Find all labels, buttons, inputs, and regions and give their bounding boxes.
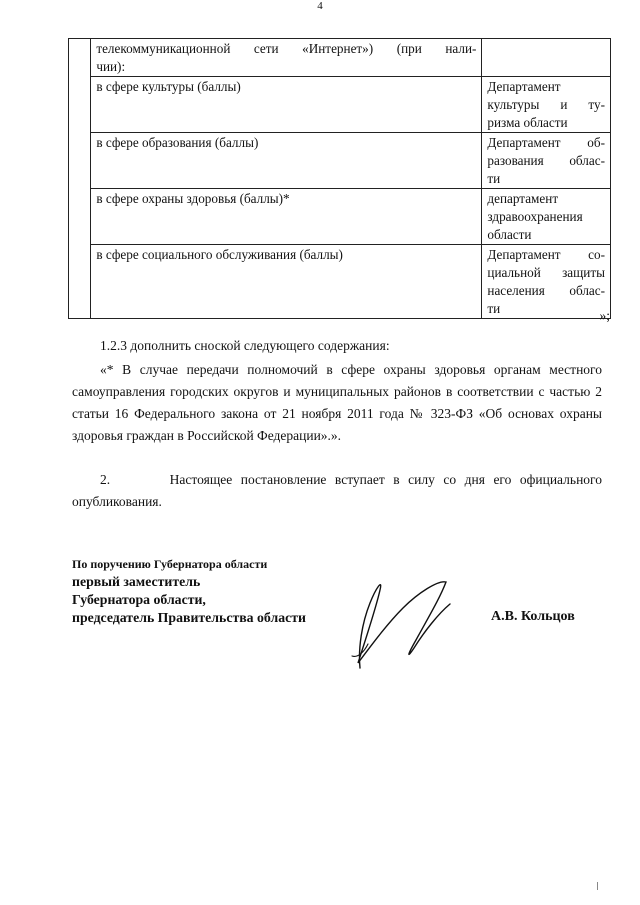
criterion-cell: в сфере охраны здоровья (баллы)*: [91, 189, 482, 245]
table-row: [69, 245, 611, 319]
department-cell: [482, 245, 611, 319]
department-line: разования облас-: [487, 153, 605, 168]
paragraph-number: 2.: [100, 472, 111, 487]
department-line: населения облас-: [487, 283, 605, 298]
criterion-cell: [91, 39, 482, 77]
department-line: департамент: [487, 191, 559, 206]
department-line: ти: [487, 171, 501, 186]
department-cell: [482, 133, 611, 189]
criterion-cell: в сфере образования (баллы): [91, 133, 482, 189]
signatory-title-line2: Губернатора области,: [72, 592, 206, 607]
paragraph-footnote-intro: 1.2.3 дополнить сноской следующего содержания:: [100, 338, 390, 353]
department-line: здравоохранения: [487, 209, 583, 224]
department-line: Департамент: [487, 79, 561, 94]
signatory-title-line1: первый заместитель: [72, 574, 201, 589]
table-row: [69, 77, 611, 133]
criterion-line: чии):: [96, 59, 126, 74]
edge-mark: [597, 882, 598, 890]
department-cell: [482, 39, 611, 77]
department-line: Департамент об-: [487, 135, 605, 150]
department-line: циальной защиты: [487, 265, 605, 280]
number-column-cell: [69, 39, 91, 319]
department-cell: [482, 189, 611, 245]
table-row: [69, 189, 611, 245]
paragraph-effective-date: [72, 469, 602, 513]
criterion-line: телекоммуникационной сети «Интернет») (при нали-: [96, 41, 477, 56]
criterion-cell: в сфере культуры (баллы): [91, 77, 482, 133]
department-line: ти: [487, 301, 501, 316]
closing-quote-mark: »;: [599, 308, 610, 323]
criterion-cell: в сфере социального обслуживания (баллы): [91, 245, 482, 319]
paragraph-text: Настоящее постановление вступает в силу со дня его официального опубликования.: [72, 472, 602, 509]
department-line: области: [487, 227, 532, 242]
on-behalf-label: По поручению Губернатора области: [72, 557, 268, 571]
department-cell: [482, 77, 611, 133]
table-row: [69, 39, 611, 77]
departments-table: [68, 38, 611, 319]
department-line: культуры и ту-: [487, 97, 605, 112]
department-line: ризма области: [487, 115, 568, 130]
signatory-name: А.В. Кольцов: [491, 609, 575, 624]
page-number: 4: [317, 0, 323, 12]
paragraph-footnote-text: «* В случае передачи полномочий в сфере охраны здоровья органам местного самоуправления городских округов и муниципальных районов в соответствии с частью 2 статьи 16 Федерального закона от 21 ноября 2011 года № 323-ФЗ «Об основах охраны здоровья граждан в Российской Федерации».».: [72, 362, 602, 443]
department-line: Департамент со-: [487, 247, 605, 262]
signatory-title-line3: председатель Правительства области: [72, 610, 306, 625]
table-row: [69, 133, 611, 189]
handwritten-signature: [328, 568, 478, 678]
